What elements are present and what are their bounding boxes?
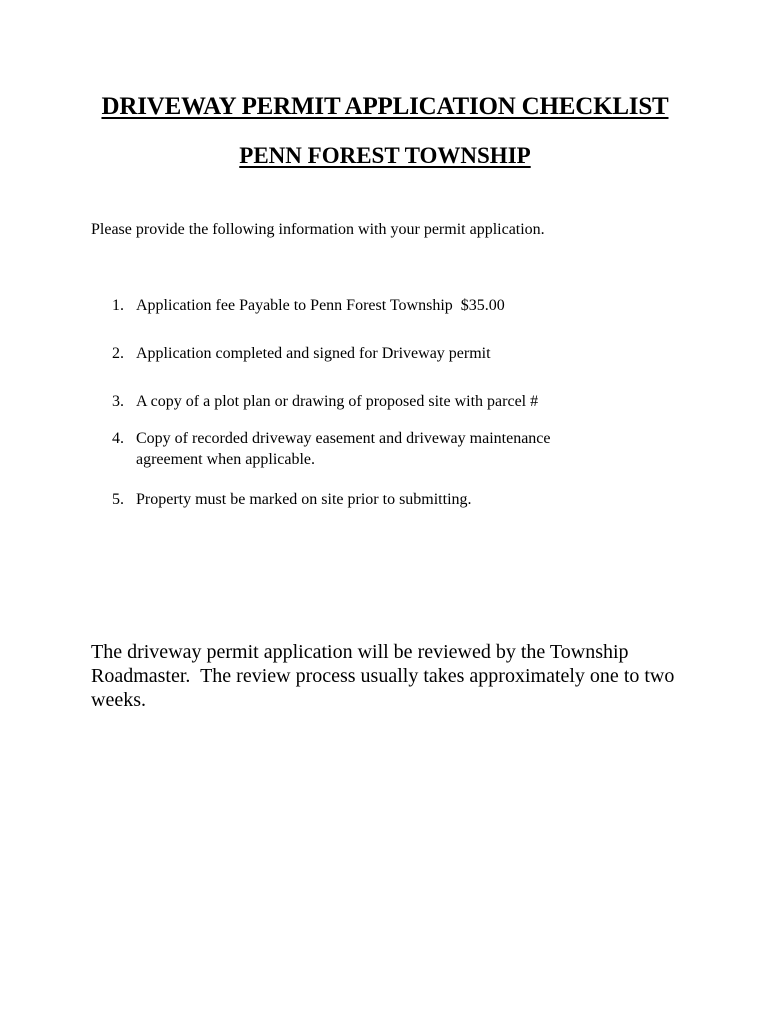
checklist-item-text: Application completed and signed for Driveway permit [136,345,491,362]
township-subtitle: PENN FOREST TOWNSHIP [239,143,531,168]
checklist-item-number: 1. [112,297,124,314]
checklist-item [112,391,672,412]
checklist-item-text: A copy of a plot plan or drawing of proposed site with parcel # [136,393,539,410]
checklist-item-text: Copy of recorded driveway easement and driveway maintenance agreement when applicable. [136,430,551,468]
checklist-item [112,295,672,316]
checklist-item [112,428,672,470]
checklist-item-number: 5. [112,491,124,508]
checklist-item [112,343,672,364]
checklist-item [112,489,672,510]
checklist-item-text: Property must be marked on site prior to submitting. [136,491,472,508]
intro-text: Please provide the following information with your permit application. [91,221,545,238]
closing-paragraph: The driveway permit application will be reviewed by the Township Roadmaster. The review process usually takes approximately one to two weeks. [91,641,680,711]
document-title: DRIVEWAY PERMIT APPLICATION CHECKLIST [101,93,669,120]
checklist-item-text: Application fee Payable to Penn Forest Township $35.00 [136,297,505,314]
checklist-item-number: 4. [112,430,124,447]
checklist-item-number: 3. [112,393,124,410]
checklist-item-number: 2. [112,345,124,362]
